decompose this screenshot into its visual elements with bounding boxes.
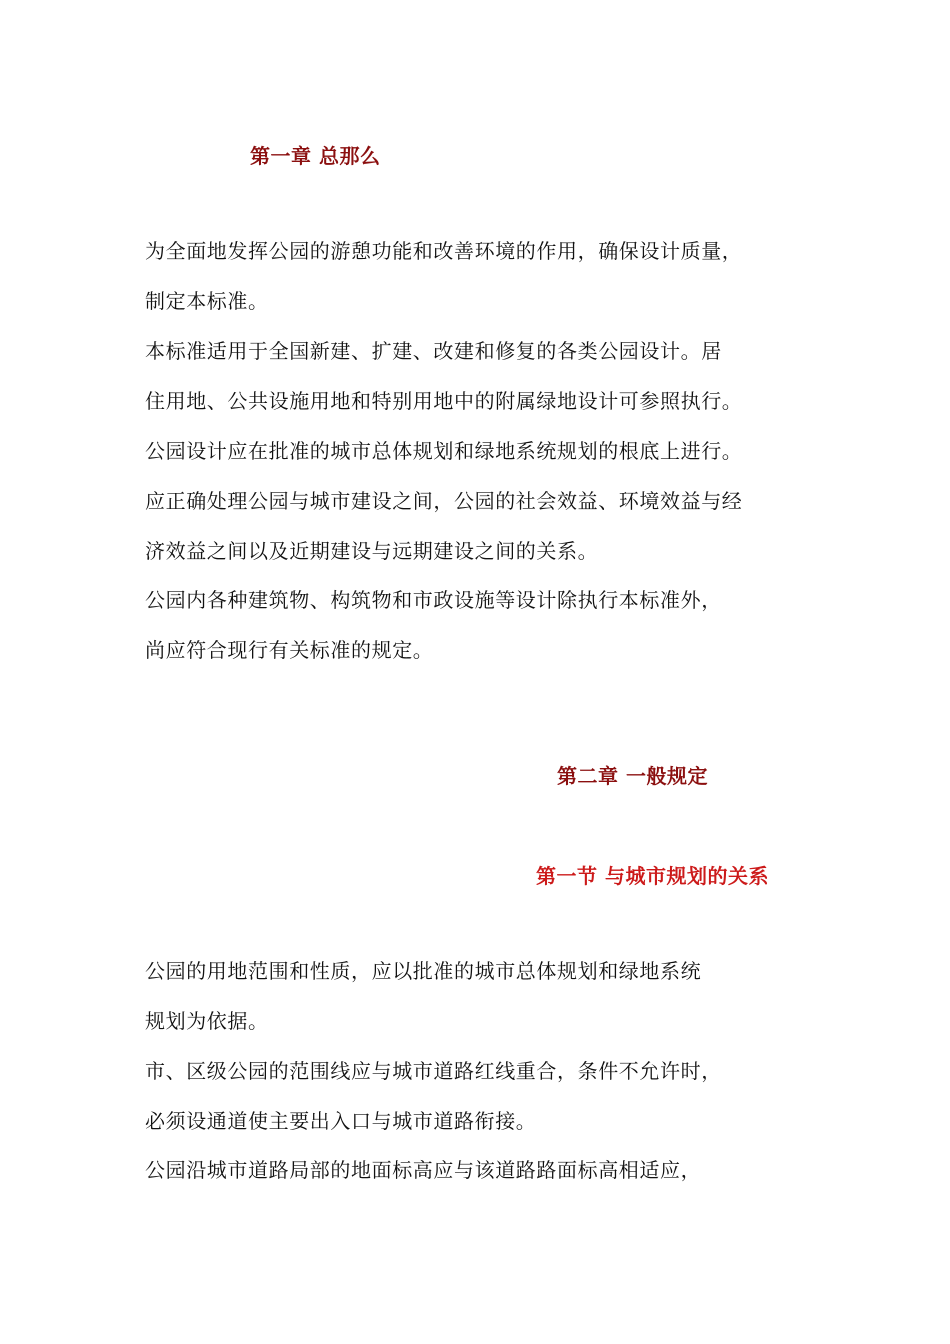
- body-line: 公园的用地范围和性质，应以批准的城市总体规划和绿地系统: [145, 959, 702, 983]
- body-line: 规划为依据。: [145, 1009, 269, 1033]
- chapter-1-heading: 第一章 总那么: [250, 144, 381, 168]
- body-line: 公园设计应在批准的城市总体规划和绿地系统规划的根底上进行。: [145, 439, 743, 463]
- body-line: 为全面地发挥公园的游憩功能和改善环境的作用，确保设计质量，: [145, 239, 743, 263]
- body-line: 尚应符合现行有关标准的规定。: [145, 638, 434, 662]
- body-line: 必须设通道使主要出入口与城市道路衔接。: [145, 1109, 537, 1133]
- body-line: 应正确处理公园与城市建设之间，公园的社会效益、环境效益与经: [145, 489, 743, 513]
- body-line: 住用地、公共设施用地和特别用地中的附属绿地设计可参照执行。: [145, 389, 743, 413]
- body-line: 本标准适用于全国新建、扩建、改建和修复的各类公园设计。居: [145, 339, 722, 363]
- body-line: 制定本标准。: [145, 289, 269, 313]
- section-1-heading: 第一节 与城市规划的关系: [536, 864, 769, 888]
- body-line: 济效益之间以及近期建设与远期建设之间的关系。: [145, 539, 599, 563]
- chapter-2-heading: 第二章 一般规定: [557, 764, 708, 788]
- body-line: 公园内各种建筑物、构筑物和市政设施等设计除执行本标准外，: [145, 588, 722, 612]
- body-line: 公园沿城市道路局部的地面标高应与该道路路面标高相适应，: [145, 1158, 702, 1182]
- body-line: 市、区级公园的范围线应与城市道路红线重合，条件不允许时，: [145, 1059, 722, 1083]
